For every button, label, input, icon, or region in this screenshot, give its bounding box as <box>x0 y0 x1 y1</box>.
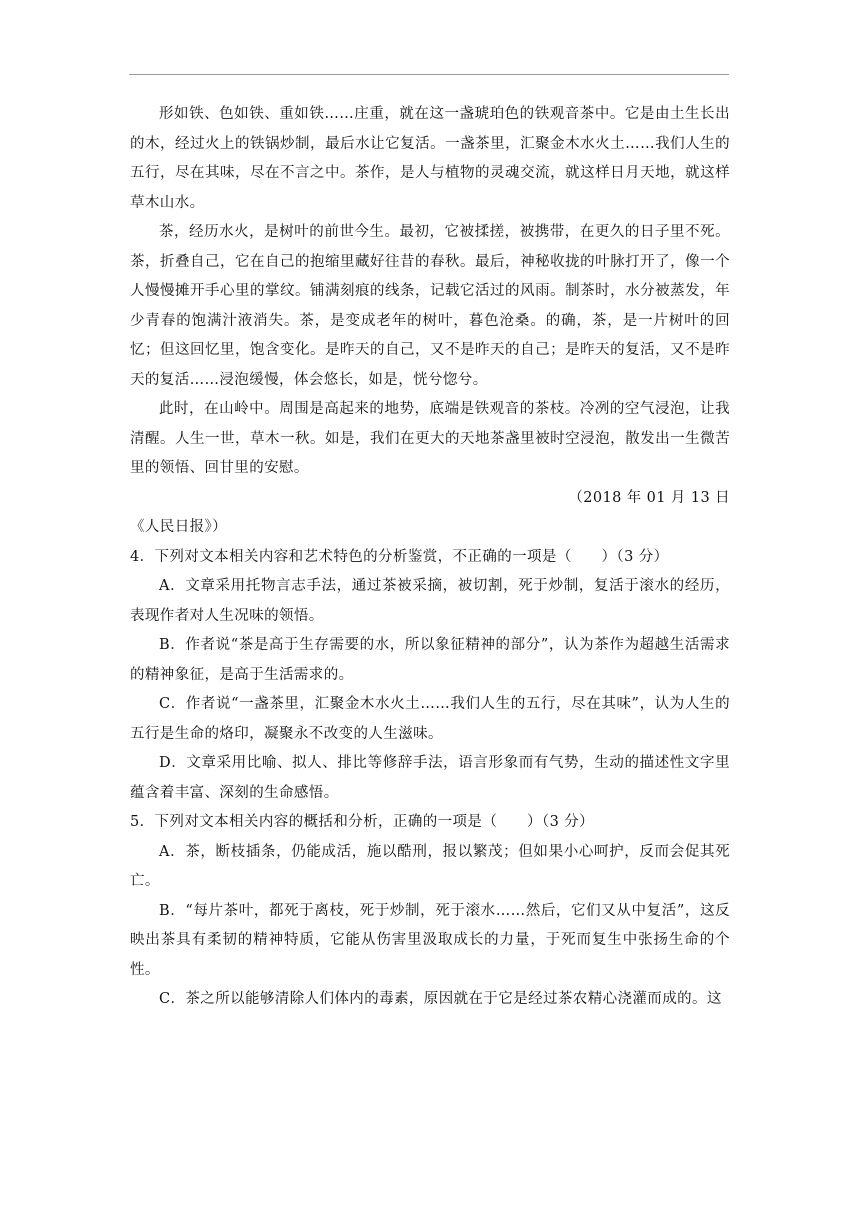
article-body <box>130 100 730 1015</box>
question-5-option-a: A．茶，断枝插条，仍能成活，施以酷刑，报以繁茂；但如果小心呵护，反而会促其死亡。 <box>130 843 730 889</box>
question-5-option-c: C．茶之所以能够清除人们体内的毒素，原因就在于它是经过茶农精心浇灌而成的。这 <box>159 991 722 1007</box>
question-4-option-d: D．文章采用比喻、拟人、排比等修辞手法，语言形象而有气势，生动的描述性文字里蕴含着丰富、深刻的生命感悟。 <box>130 755 730 801</box>
article-paragraph-3: 此时，在山岭中。周围是高起来的地势，底端是铁观音的茶枝。冷冽的空气浸泡，让我清醒。人生一世，草木一秋。如是，我们在更大的天地茶盏里被时空浸泡，散发出一生微苦里的领悟、回甘里的安慰。 <box>130 401 730 476</box>
article-paragraph-2: 茶，经历水火，是树叶的前世今生。最初，它被揉搓，被携带，在更久的日子里不死。茶，折叠自己，它在自己的抱缩里藏好往昔的春秋。最后，神秘收拢的叶脉打开了，像一个人慢慢摊开手心里的掌纹。铺满刻痕的线条，记载它活过的风雨。制茶时，水分被蒸发，年少青春的饱满汁液消失。茶，是变成老年的树叶，暮色沧桑。的确，茶，是一片树叶的回忆；但这回忆里，饱含变化。是昨天的自己，又不是昨天的自己；是昨天的复活，又不是昨天的复活……浸泡缓慢，体会悠长，如是，恍兮惚兮。 <box>130 224 730 388</box>
header-rule <box>129 74 729 75</box>
question-4-option-a: A．文章采用托物言志手法，通过茶被采摘，被切割，死于炒制，复活于滚水的经历，表现作者对人生况味的领悟。 <box>130 578 730 624</box>
question-4-stem: 4．下列对文本相关内容和艺术特色的分析鉴赏，不正确的一项是（ ）（3 分） <box>130 548 669 565</box>
question-5-stem: 5．下列对文本相关内容的概括和分析，正确的一项是（ ）（3 分） <box>130 814 595 830</box>
article-paragraph-1: 形如铁、色如铁、重如铁……庄重，就在这一盏琥珀色的铁观音茶中。它是由土生长出的木，经过火上的铁锅炒制，最后水让它复活。一盏茶里，汇聚金木水火土……我们人生的五行，尽在其味，尽在不言之中。茶作，是人与植物的灵魂交流，就这样日月天地，就这样草木山水。 <box>130 106 730 211</box>
question-5-option-b: B．“每片茶叶，都死于离枝，死于炒制，死于滚水……然后，它们又从中复活”，这反映出茶具有柔韧的精神特质，它能从伤害里汲取成长的力量，于死而复生中张扬生命的个性。 <box>130 902 730 978</box>
source-name: 《人民日报》） <box>130 519 228 535</box>
question-4-option-b: B．作者说“茶是高于生存需要的水，所以象征精神的部分”，认为茶作为超越生活需求的精神象征，是高于生活需求的。 <box>130 637 730 683</box>
question-4-option-c: C．作者说“一盏茶里，汇聚金木水火土……我们人生的五行，尽在其味”，认为人生的五行是生命的烙印，凝聚永不改变的人生滋味。 <box>130 696 730 742</box>
source-date: （2018 年 01 月 13 日 <box>568 489 730 506</box>
